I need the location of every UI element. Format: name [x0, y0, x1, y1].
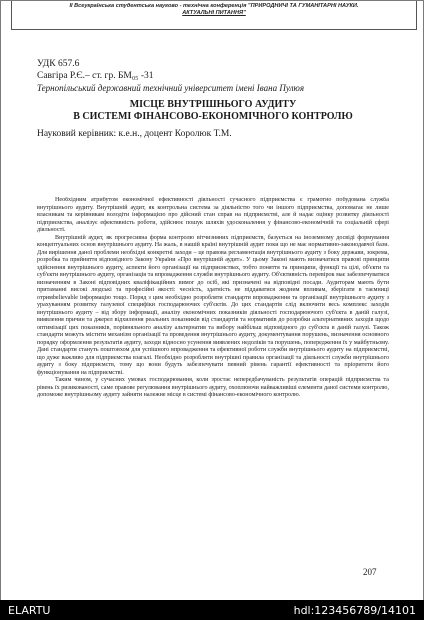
conference-line-2: АКТУАЛЬНІ ПИТАННЯ" — [182, 10, 246, 16]
page-number: 207 — [363, 567, 377, 577]
repository-name: ELARTU — [8, 604, 51, 617]
author: Савгіра Р.Є.– ст. гр. БМ₀₅ -31 — [37, 71, 154, 81]
paragraph: Необхідним атрибутом економічної ефективності діяльності сучасного підприємства є грамотно побудована служба внутрішнього аудиту. Внутрішній аудит, як контрольна система за діяльністю того чи іншого підприємства, допомагає не лише власникам та керівникам володіти інформацією про дійсний стан справ на підприємстві, але й надає оцінку розвитку діяльності підприємства, аналізує ефективність роботи, здійснює пошук шляхів удосконалення у фінансово-економічній та соціальній сфері діяльності. — [37, 197, 389, 233]
udc-code: УДК 657.6 — [37, 59, 80, 69]
paragraph: Таким чином, у сучасних умовах господарювання, коли зростає непередбачуваність результатів операцій підприємства та рівень їх ризикованості, саме правове регулювання внутрішнього аудиту, охоплюючи найважливіші елементи даної системи контролю, допоможе внутрішньому аудиту зайняти належне місце в системі фінансово-економічного контролю. — [37, 377, 389, 398]
supervisor: Науковий керівник: к.е.н., доцент Королюк Т.М. — [37, 129, 232, 139]
paragraph: Внутрішній аудит, як прогресивна форма контролю вітчизняних підприємств, базується на іноземному досвіді формування концептуальних основ внутрішнього аудиту. На жаль, в нашій країні внутрішній аудит поки що не має нормативно-законодавчої бази. Для вирішення даної проблеми необхідні конкретні заходи – це правова регламентація внутрішнього аудиту з боку держави, зокрема, розробка та прийняття відповідного Закону України «Про внутрішній аудит». У цьому Законі мають визначатися правові принципи здійснення внутрішнього аудиту, аспекти його організації на підприємствах, тобто поняття та принципи, функції та цілі, об'єкти та суб'єкти внутрішнього аудиту, організація та впровадження служби внутрішнього аудиту. Об'єктивність перевірок має забезпечуватися визначенням в Законі відповідних кваліфікаційних вимог до осіб, які призначені на відповідні посади. Аудиторам мають бути притаманні високі людські та професійні якості: чесність, здатність не піддаватися жодним впливам, зберігати в таємниці отримbelievable інформацію тощо. Поряд з цим необхідно розробляти стандарти впровадження та організації внутрішнього аудиту з урахуванням розвитку галузевої специфіки господарюючих суб'єктів. До цих стандартів слід включити весь комплекс заходів внутрішнього аудиту – від збору інформації, аналізу економічних показників діяльності господарюючого суб'єкта в даній галузі, виявлення причин та джерел відхилення реальних показників від стандартів та нормативів до розробки альтернативних заходів щодо оптимізації цих показників, порівняльного аналізу альтернатив та вибору найбільш відповідного до суб'єкта в даній галузі. Також стандарти можуть містити механізм організації та проведення внутрішнього аудиту, документування порушень, визначення основного порядку оформлення результатів аудиту, заходи відносно усунення виявлених недоліків та порушень, попередження їх у майбутньому. Дані стандарти стануть поштовхом для успішного впровадження та ефективної роботи служби внутрішнього аудиту на підприємстві, що дуже важливо для підприємства взагалі. Необхідно розробляти внутрішні правила організації та діяльності служби внутрішнього аудиту з боку підприємств, тому що вони будуть забезпечувати певний рівень гарантії ефективності та пріоритети його функціонування на підприємстві. — [37, 234, 389, 376]
conference-line-1: II Всеукраїнська студентська науково - технічна конференція "ПРИРОДНИЧІ ТА ГУМАНІТАРНІ НАУКИ. — [69, 3, 359, 9]
page-title-line-1: МІСЦЕ ВНУТРІШНЬОГО АУДИТУ — [129, 99, 297, 110]
repository-footer — [0, 600, 424, 620]
institution: Тернопільський державний технічний університет імені Івана Пулюя — [37, 83, 305, 93]
page-title-line-2: В СИСТЕМІ ФІНАНСОВО-ЕКОНОМІЧНОГО КОНТРОЛЮ — [73, 111, 353, 122]
handle-id: hdl:123456789/14101 — [293, 604, 416, 617]
article-body — [37, 197, 389, 565]
conference-banner — [11, 1, 417, 30]
